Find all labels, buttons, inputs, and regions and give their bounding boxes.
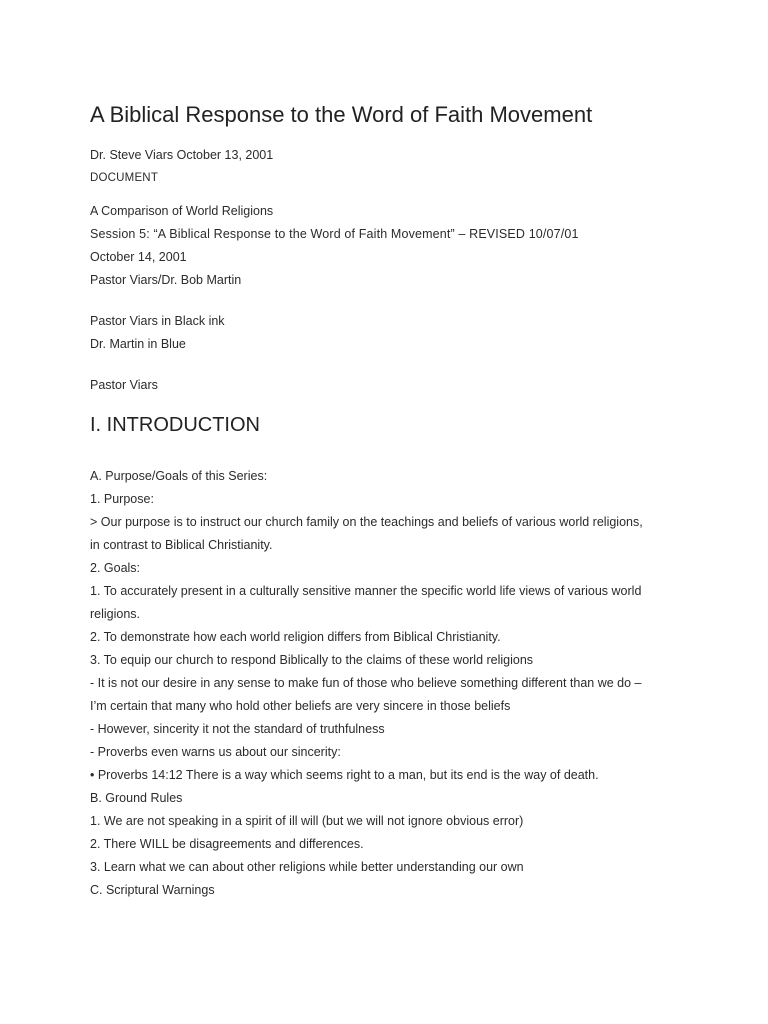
ink-note-black: Pastor Viars in Black ink (90, 314, 225, 328)
body-line: 1. We are not speaking in a spirit of ill will (but we will not ignore obvious error) (90, 814, 524, 828)
body-line: • Proverbs 14:12 There is a way which seems right to a man, but its end is the way of death. (90, 768, 599, 782)
body-line: 2. Goals: (90, 561, 141, 575)
presenters: Pastor Viars/Dr. Bob Martin (90, 273, 242, 287)
body-line: 3. Learn what we can about other religions while better understanding our own (90, 860, 524, 874)
body-line: B. Ground Rules (90, 791, 183, 805)
session-date: October 14, 2001 (90, 250, 187, 264)
body-line: 2. To demonstrate how each world religion differs from Biblical Christianity. (90, 630, 501, 644)
speaker-label: Pastor Viars (90, 378, 158, 392)
body-line: religions. (90, 607, 141, 621)
document-label: DOCUMENT (90, 172, 159, 184)
body-line: 2. There WILL be disagreements and differences. (90, 837, 364, 851)
body-line: A. Purpose/Goals of this Series: (90, 469, 268, 483)
body-line: > Our purpose is to instruct our church family on the teachings and beliefs of various world religions, (90, 515, 643, 529)
section-heading: I. INTRODUCTION (90, 414, 260, 436)
body-text (90, 465, 690, 902)
series-title: A Comparison of World Religions (90, 204, 274, 218)
session-title: Session 5: “A Biblical Response to the Word of Faith Movement” – REVISED 10/07/01 (90, 227, 579, 241)
body-line: I’m certain that many who hold other beliefs are very sincere in those beliefs (90, 699, 511, 713)
body-line: 3. To equip our church to respond Biblically to the claims of these world religions (90, 653, 534, 667)
body-line: - Proverbs even warns us about our sincerity: (90, 745, 341, 759)
body-line: - However, sincerity it not the standard of truthfulness (90, 722, 385, 736)
byline: Dr. Steve Viars October 13, 2001 (90, 148, 274, 162)
body-line: C. Scriptural Warnings (90, 883, 215, 897)
document-page (90, 100, 690, 902)
body-line: - It is not our desire in any sense to make fun of those who believe something different than we do – (90, 676, 642, 690)
document-title: A Biblical Response to the Word of Faith Movement (90, 102, 593, 127)
body-line: 1. Purpose: (90, 492, 154, 506)
ink-note-blue: Dr. Martin in Blue (90, 337, 186, 351)
body-line: 1. To accurately present in a culturally sensitive manner the specific world life views of various world (90, 584, 642, 598)
body-line: in contrast to Biblical Christianity. (90, 538, 273, 552)
